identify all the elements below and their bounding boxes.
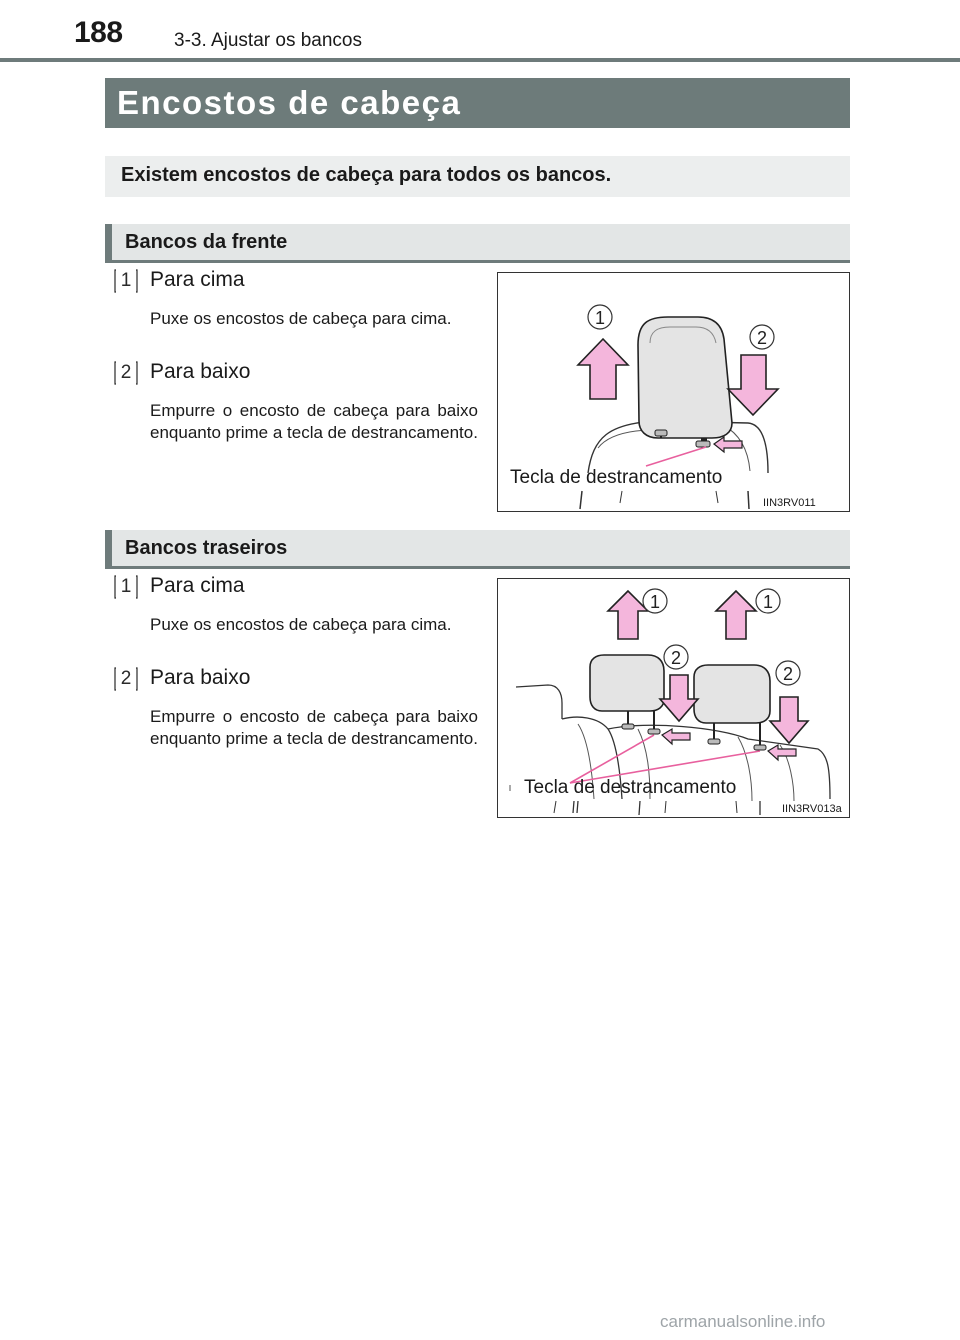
step-description: Puxe os encostos de cabeça para cima. — [150, 309, 452, 328]
watermark: carmanualsonline.info — [660, 1312, 826, 1331]
callout-number: 2 — [756, 328, 768, 348]
page-number: 188 — [74, 16, 123, 49]
step-description: Puxe os encostos de cabeça para cima. — [150, 615, 452, 634]
step-number-badge — [114, 361, 138, 385]
step-number-badge — [114, 575, 138, 599]
callout-number: 1 — [762, 592, 774, 612]
step-title: Para baixo — [150, 360, 251, 383]
figure-label: Tecla de destrancamento — [510, 467, 723, 488]
header-rule — [0, 58, 960, 62]
section-header-label: Bancos traseiros — [125, 537, 288, 559]
step-title: Para cima — [150, 574, 245, 597]
intro-box — [105, 156, 850, 197]
section-header-label: Bancos da frente — [125, 231, 288, 253]
step-number: 2 — [120, 362, 132, 383]
step-description: Empurre o encosto de cabeça para baixo enquanto prime a tecla de destrancamento. — [150, 707, 478, 748]
step-description: Empurre o encosto de cabeça para baixo enquanto prime a tecla de destrancamento. — [150, 401, 478, 442]
title-bar — [105, 78, 850, 128]
number-frame — [114, 361, 138, 385]
callout-number: 2 — [782, 664, 794, 684]
rear-headrest-figure — [497, 578, 850, 818]
section-header-front — [105, 224, 850, 263]
page-title: Encostos de cabeça — [117, 84, 462, 121]
section-header-accent — [105, 224, 112, 260]
number-frame — [114, 667, 138, 691]
step-number: 1 — [120, 270, 132, 291]
step-title: Para cima — [150, 268, 245, 291]
callout-number: 2 — [670, 648, 682, 668]
step-number-badge — [114, 269, 138, 293]
callout-number: 1 — [649, 592, 661, 612]
step-title: Para baixo — [150, 666, 251, 689]
figure-label: Tecla de destrancamento — [524, 777, 737, 798]
section-header-accent — [105, 530, 112, 566]
intro-text: Existem encostos de cabeça para todos os bancos. — [121, 164, 612, 186]
callout-number: 1 — [594, 308, 606, 328]
figure-code: IIN3RV011 — [763, 497, 816, 509]
figure-code: IIN3RV013a — [782, 803, 842, 815]
step-number: 1 — [120, 576, 132, 597]
section-header-rear — [105, 530, 850, 569]
front-headrest-figure — [497, 272, 850, 512]
step-number-badge — [114, 667, 138, 691]
step-number: 2 — [120, 668, 132, 689]
number-frame — [114, 575, 138, 599]
number-frame — [114, 269, 138, 293]
section-reference: 3-3. Ajustar os bancos — [174, 30, 362, 51]
